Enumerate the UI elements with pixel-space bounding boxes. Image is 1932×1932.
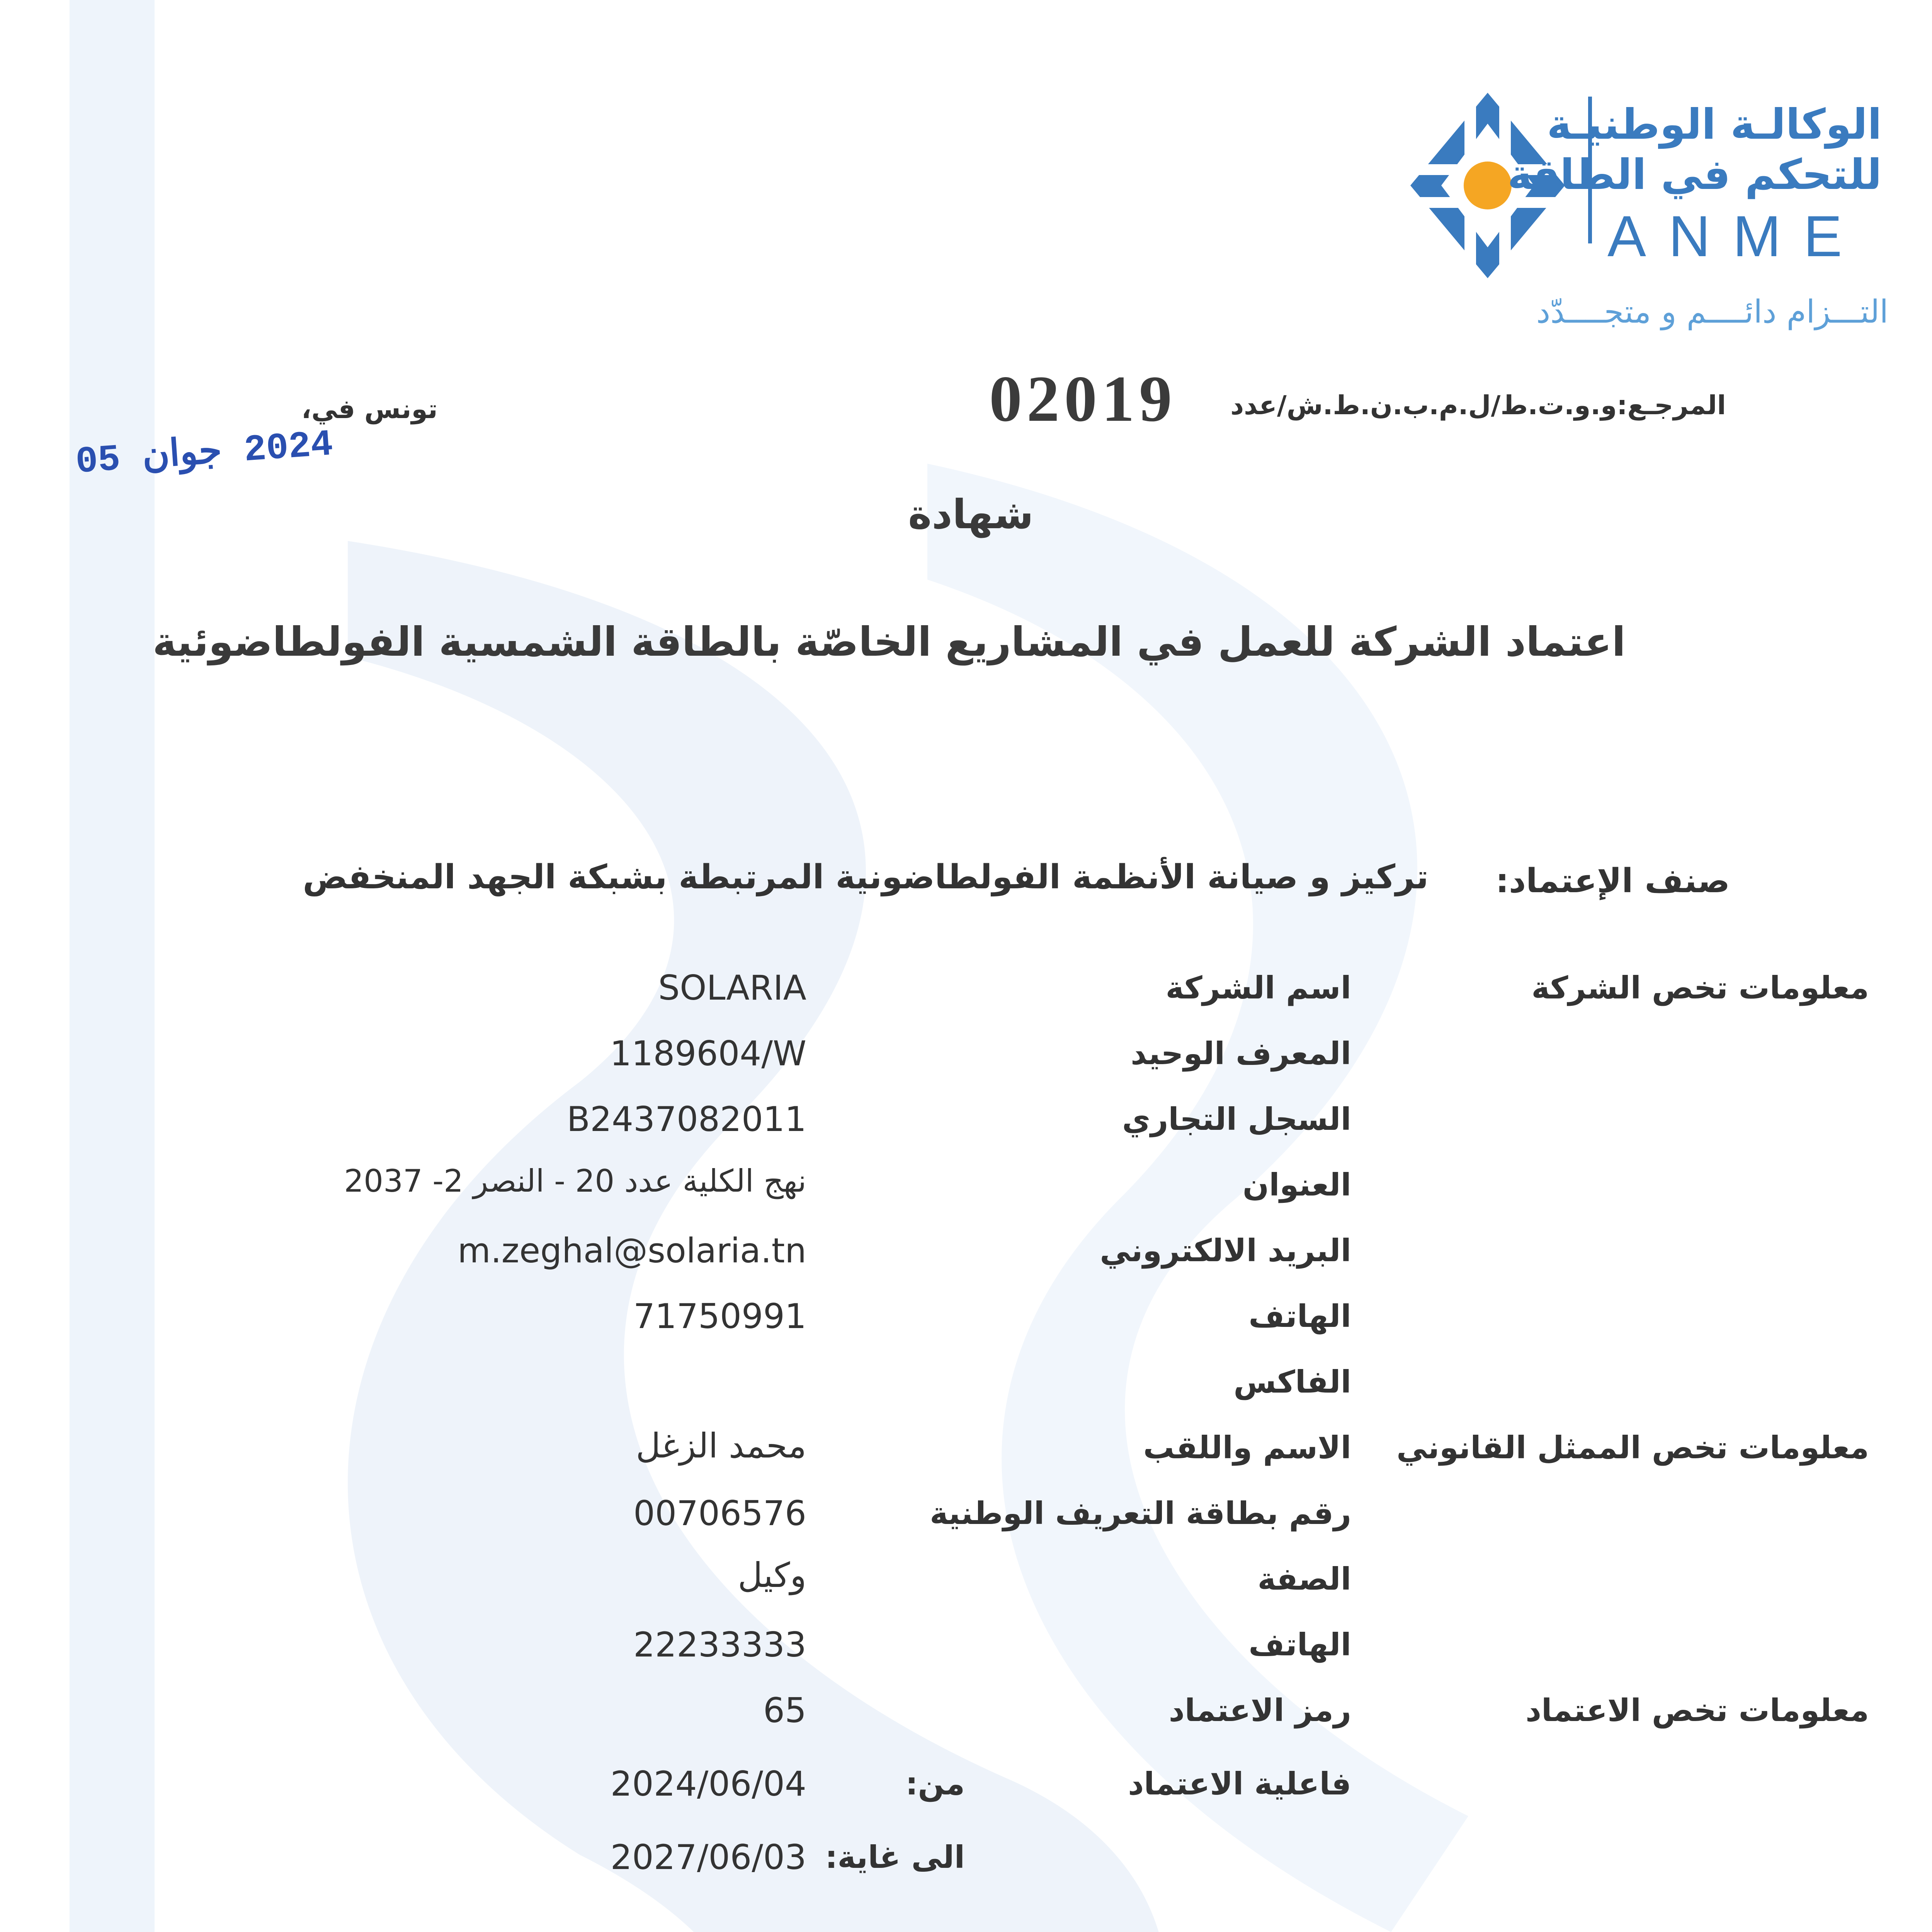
validity-from-label: من: [905, 1766, 965, 1802]
accreditation-code-label: رمز الاعتماد [1168, 1692, 1351, 1728]
address-label: العنوان [1242, 1167, 1351, 1203]
email-value: m.zeghal@solaria.tn [457, 1231, 806, 1270]
address-value: نهج الكلية عدد 20 - النصر 2- 2037 [344, 1163, 806, 1199]
org-latin-name: ANME [1607, 204, 1865, 269]
accreditation-category-value: تركيز و صيانة الأنظمة الفولطاضونية المرتبطة بشبكة الجهد المنخفض [303, 858, 1429, 896]
trade-register-label: السجل التجاري [1122, 1101, 1351, 1137]
trade-register-value: B2437082011 [566, 1099, 806, 1139]
org-name-line2: للتحكم في الطاقة [1507, 151, 1882, 199]
validity-from-value: 2024/06/04 [610, 1764, 806, 1804]
place-label: تونس في، [301, 394, 438, 425]
accreditation-code-value: 65 [763, 1690, 806, 1730]
company-name-label: اسم الشركة [1165, 970, 1351, 1006]
org-name-line1: الوكالـة الوطنيـة [1547, 100, 1882, 149]
accreditation-section-label: معلومات تخص الاعتماد [1525, 1692, 1869, 1728]
legal-rep-section-label: معلومات تخص الممثل القانوني [1396, 1430, 1869, 1466]
company-name-value: SOLARIA [658, 968, 806, 1008]
date-stamp: 2024 جوان 05 [74, 423, 335, 484]
email-label: البريد الالكتروني [1100, 1233, 1351, 1269]
national-id-value: 00706576 [633, 1493, 806, 1533]
phone-value: 71750991 [633, 1296, 806, 1336]
capacity-value: وكيل [738, 1555, 806, 1595]
reference-number: 02019 [989, 362, 1177, 435]
validity-to-label: الى غاية: [825, 1839, 965, 1875]
reference-label: المرجـع:و.و.ت.ط/ل.م.ب.ن.ط.ش/عدد [1230, 390, 1726, 421]
slogan: التـــزام دائــــم و متجــــدّد [1536, 294, 1888, 330]
company-section-label: معلومات تخص الشركة [1531, 970, 1869, 1006]
fax-label: الفاكس [1233, 1364, 1351, 1400]
accreditation-category-label: صنف الإعتماد: [1495, 862, 1730, 900]
unique-id-label: المعرف الوحيد [1131, 1036, 1351, 1071]
rep-name-label: الاسم واللقب [1143, 1430, 1351, 1466]
national-id-label: رقم بطاقة التعريف الوطنية [930, 1495, 1351, 1531]
rep-phone-label: الهاتف [1248, 1627, 1351, 1663]
certificate-title: شهادة [908, 491, 1034, 538]
rep-phone-value: 22233333 [633, 1625, 806, 1665]
validity-label: فاعلية الاعتماد [1128, 1766, 1351, 1802]
rep-name-value: محمد الزغل [636, 1426, 806, 1466]
capacity-label: الصفة [1257, 1561, 1351, 1597]
phone-label: الهاتف [1248, 1298, 1351, 1334]
validity-to-value: 2027/06/03 [610, 1837, 806, 1877]
certificate-subtitle: اعتماد الشركة للعمل في المشاريع الخاصّة بالطاقة الشمسية الفولطاضوئية [152, 618, 1626, 665]
unique-id-value: 1189604/W [610, 1034, 806, 1073]
